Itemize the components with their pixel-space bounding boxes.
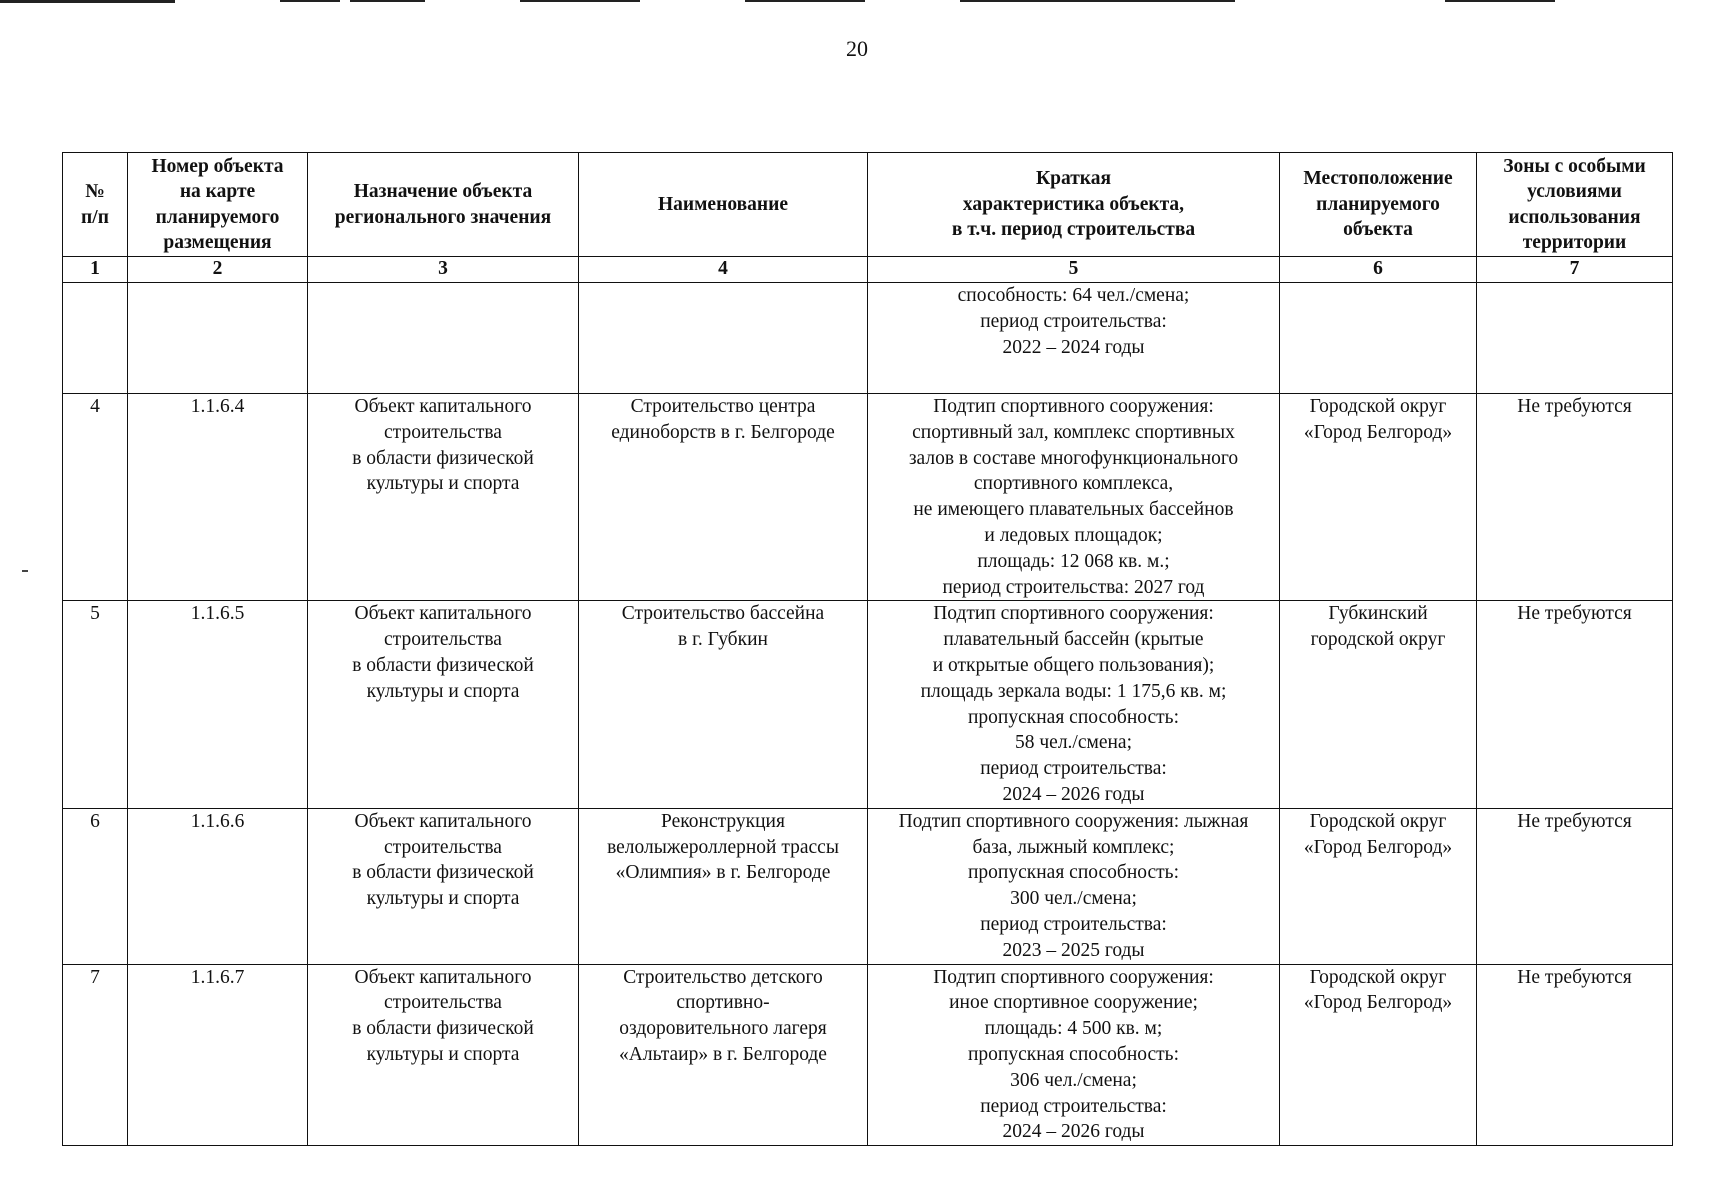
cell-num: 4 <box>63 394 128 601</box>
scan-line <box>280 0 340 2</box>
table-header-row <box>63 153 1673 257</box>
cell-map-number: 1.1.6.6 <box>128 808 308 964</box>
cell-characteristics: Подтип спортивного сооружения: спортивный зал, комплекс спортивных залов в составе многофункционального спортивного комплекса, не имеющего плавательных бассейнов и ледовых площадок; площадь: 12 068 кв. м.; период строительства: 2027 год <box>868 394 1280 601</box>
cell-num <box>63 283 128 394</box>
cell-num: 6 <box>63 808 128 964</box>
table-row <box>63 808 1673 964</box>
scan-line <box>745 0 865 2</box>
cell-purpose <box>308 283 579 394</box>
cell-location: Городской округ «Город Белгород» <box>1280 394 1477 601</box>
cell-zones <box>1477 283 1673 394</box>
cell-name: Реконструкция велолыжероллерной трассы «Олимпия» в г. Белгороде <box>579 808 868 964</box>
cell-map-number: 1.1.6.5 <box>128 601 308 808</box>
cell-zones: Не требуются <box>1477 394 1673 601</box>
scan-line <box>350 0 425 2</box>
cell-location <box>1280 283 1477 394</box>
cell-purpose: Объект капитального строительства в области физической культуры и спорта <box>308 394 579 601</box>
cell-map-number <box>128 283 308 394</box>
column-header: Краткая характеристика объекта, в т.ч. период строительства <box>868 153 1280 257</box>
cell-zones: Не требуются <box>1477 964 1673 1146</box>
cell-name: Строительство центра единоборств в г. Белгороде <box>579 394 868 601</box>
cell-map-number: 1.1.6.7 <box>128 964 308 1146</box>
table-row <box>63 283 1673 394</box>
column-header: Местоположение планируемого объекта <box>1280 153 1477 257</box>
cell-map-number: 1.1.6.4 <box>128 394 308 601</box>
cell-num: 7 <box>63 964 128 1146</box>
cell-zones: Не требуются <box>1477 808 1673 964</box>
column-number: 6 <box>1280 257 1477 283</box>
column-header: Зоны с особыми условиями использования территории <box>1477 153 1673 257</box>
column-number: 1 <box>63 257 128 283</box>
cell-location: Губкинский городской округ <box>1280 601 1477 808</box>
table-row <box>63 964 1673 1146</box>
cell-name: Строительство бассейна в г. Губкин <box>579 601 868 808</box>
column-number: 5 <box>868 257 1280 283</box>
cell-purpose: Объект капитального строительства в области физической культуры и спорта <box>308 601 579 808</box>
table-row <box>63 601 1673 808</box>
scan-line <box>0 0 175 3</box>
scan-mark <box>22 570 28 572</box>
column-number: 3 <box>308 257 579 283</box>
cell-location: Городской округ «Город Белгород» <box>1280 808 1477 964</box>
column-number: 7 <box>1477 257 1673 283</box>
page-number: 20 <box>846 36 868 61</box>
column-header: Назначение объекта регионального значения <box>308 153 579 257</box>
cell-characteristics: Подтип спортивного сооружения: иное спортивное сооружение; площадь: 4 500 кв. м; пропускная способность: 306 чел./смена; период строительства: 2024 – 2026 годы <box>868 964 1280 1146</box>
scan-line <box>1445 0 1555 2</box>
column-header: Номер объекта на карте планируемого размещения <box>128 153 308 257</box>
column-number: 4 <box>579 257 868 283</box>
cell-zones: Не требуются <box>1477 601 1673 808</box>
cell-characteristics: Подтип спортивного сооружения: плавательный бассейн (крытые и открытые общего пользования); площадь зеркала воды: 1 175,6 кв. м; пропускная способность: 58 чел./смена; период строительства: 2024 – 2026 годы <box>868 601 1280 808</box>
cell-num: 5 <box>63 601 128 808</box>
column-number-row <box>63 257 1673 283</box>
column-header: № п/п <box>63 153 128 257</box>
table-row <box>63 394 1673 601</box>
cell-name <box>579 283 868 394</box>
column-number: 2 <box>128 257 308 283</box>
cell-characteristics: Подтип спортивного сооружения: лыжная база, лыжный комплекс; пропускная способность: 300 чел./смена; период строительства: 2023 – 2025 годы <box>868 808 1280 964</box>
cell-location: Городской округ «Город Белгород» <box>1280 964 1477 1146</box>
cell-characteristics: способность: 64 чел./смена; период строительства: 2022 – 2024 годы <box>868 283 1280 394</box>
cell-purpose: Объект капитального строительства в области физической культуры и спорта <box>308 964 579 1146</box>
cell-name: Строительство детского спортивно- оздоровительного лагеря «Альтаир» в г. Белгороде <box>579 964 868 1146</box>
cell-purpose: Объект капитального строительства в области физической культуры и спорта <box>308 808 579 964</box>
column-header: Наименование <box>579 153 868 257</box>
scan-line <box>960 0 1235 2</box>
scan-line <box>520 0 640 2</box>
objects-table <box>62 152 1673 1146</box>
